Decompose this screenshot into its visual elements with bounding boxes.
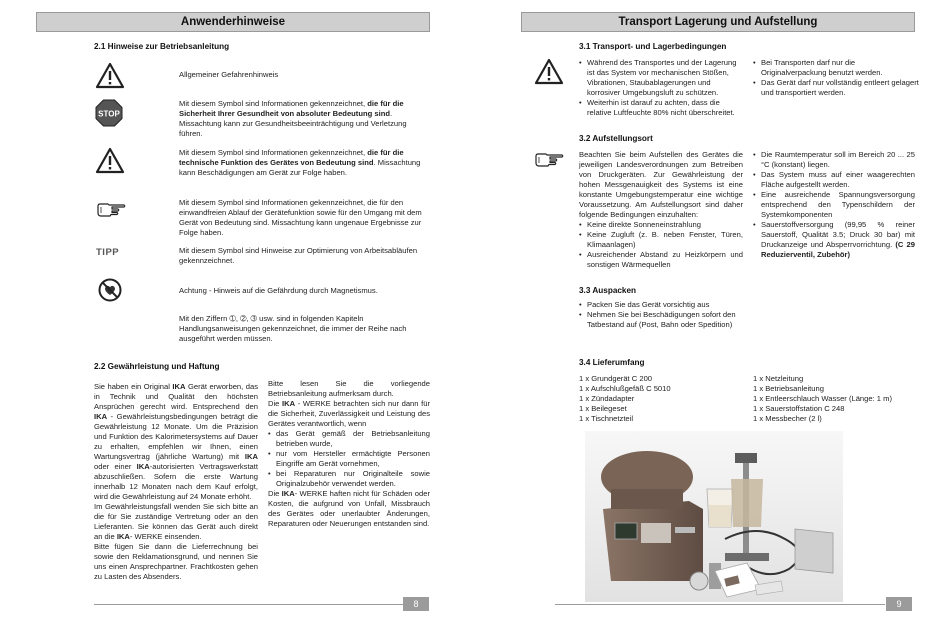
text-run: IKA [136, 462, 150, 472]
list-item: • Die Raumtemperatur soll im Bereich 20 ... 25 °C (konstant) liegen. [753, 150, 915, 170]
delivery-item: 1 x Betriebsanleitung [753, 384, 824, 394]
text-run: - Gewährleistungsbedingungen beträgt die Gewährleistung 12 Monate. Um die Präzision und Funktion des Kalorimetersystems auf Dauer zu erhalten, empfehlen wir Ihnen, einen Wartungsvertrag (jährliche Wartung) mit [94, 412, 258, 462]
right-page-header: Transport Lagerung und Aufstellung [521, 12, 915, 32]
list-item: • Eine ausreichende Spannungsversorgung entsprechend den Typenschildern der Systemkomponenten [753, 190, 915, 220]
text-run: - WERKE haften nicht für Schäden oder Kosten, die aufgrund von Unfall, Missbrauch des Gerätes oder unerlaubter Änderungen, Reparaturen oder Neuerungen entstanden sind. [268, 489, 430, 529]
list-item: • Bei Transporten darf nur die Originalverpackung benutzt werden. [753, 58, 921, 78]
text-run: Im Gewährleistungsfall wenden Sie sich bitte an die für Sie zuständige Vertretung oder an den Lieferanten. Sie können das Gerät auch direkt an die [94, 502, 258, 542]
list-item: • Das Gerät darf nur vollständig entleert gelagert und transportiert werden. [753, 78, 921, 98]
text-run: IKA [244, 452, 258, 462]
footer-rule [555, 604, 885, 605]
transport-conditions-list-2 [753, 58, 921, 98]
warranty-column-2 [268, 379, 430, 529]
list-item: • Weiterhin ist darauf zu achten, dass die relative Luftfeuchte 80% nicht überschreitet. [579, 98, 743, 118]
warning-triangle-icon [95, 62, 125, 89]
delivery-item: 1 x Netzleitung [753, 374, 804, 383]
installation-conditions-list-2 [753, 150, 915, 260]
item-magnetism-text: Achtung - Hinweis auf die Gefährdung durch Magnetismus. [179, 286, 378, 295]
text-run: Gerät erworben, das in Technik und Qualität den höchsten Ansprüchen gerecht wird. Entsprechend den [94, 382, 258, 412]
delivery-item: 1 x Tischnetzteil [579, 414, 634, 424]
text-run: IKA [116, 532, 130, 542]
section-3-2-title: 3.2 Aufstellungsort [579, 134, 653, 143]
pointing-hand-icon [534, 152, 564, 168]
delivery-item: 1 x Zündadapter [579, 394, 635, 404]
stop-sign-label: STOP [98, 109, 120, 119]
right-page [475, 0, 950, 626]
text-run: - WERKE betrachten sich nur dann für die Sicherheit, Zuverlässigkeit und Leistung des Gerätes verantwortlich, wenn [268, 399, 430, 429]
text-run: Bitte fügen Sie dann die Lieferrechnung bei sowie den Reklamationsgrund, und nennen Sie uns einen Ansprechpartner. Frachtkosten gehen zu Lasten des Absenders. [94, 542, 258, 582]
item-hand-text: Mit diesem Symbol sind Informationen gekennzeichnet, die für den einwandfreien Ablauf der Gerätefunktion sowie für den Umgang mit dem Gerät von Bedeutung sind. Missachtung kann ungenaue Ergebnisse zur Folge haben. [179, 198, 422, 238]
item-technical-text: Mit diesem Symbol sind Informationen gekennzeichnet, die für die technische Funktion des Gerätes von Bedeutung sind. Missachtung kann Beschädigungen am Gerät zur Folge haben. [179, 148, 421, 178]
list-item: • Ausreichender Abstand zu Heizkörpern und sonstigen Wärmequellen [579, 250, 743, 270]
reducer-valve-note: (C 29 Reduzierventil, Zubehör) [761, 240, 915, 260]
installation-intro: Beachten Sie beim Aufstellen des Gerätes die jeweiligen Landesverordnungen zum Betreiben von Druckgeräten. Zur Gewährleistung der hohen Messgenauigkeit des Systems ist eine konstante Umgebungstemperatur eine wichtige Voraussetzung. Am Aufstellungsort sind daher folgende Bedingungen einzuhalten: [579, 150, 743, 220]
scope-of-delivery-list-1 [579, 374, 743, 424]
text-run: Die [268, 489, 282, 499]
text-run: Sie haben ein Original [94, 382, 173, 391]
page-number: 8 [403, 597, 429, 611]
scope-of-delivery-list-2 [753, 374, 921, 424]
list-item: • Nehmen Sie bei Beschädigungen sofort den Tatbestand auf (Post, Bahn oder Spedition) [579, 310, 743, 330]
delivery-item: 1 x Grundgerät C 200 [579, 374, 653, 383]
text-run: IKA [94, 412, 108, 422]
warranty-column-1 [94, 382, 258, 582]
delivery-item: 1 x Sauerstoffstation C 248 [753, 404, 845, 414]
warranty-col2-intro [268, 379, 430, 429]
installation-site-column-1 [579, 150, 743, 270]
list-item: • Während des Transportes und der Lagerung ist das System vor mechanischen Stößen, Vibrationen, Staubablagerungen und korrosiver Umgebungsluft zu schützen. [579, 58, 743, 98]
section-2-1-title: 2.1 Hinweise zur Betriebsanleitung [94, 42, 230, 51]
tipp-icon: TIPP [96, 247, 120, 258]
delivery-item: 1 x Beilegeset [579, 404, 627, 414]
section-3-4-title: 3.4 Lieferumfang [579, 358, 645, 367]
warranty-conditions-list [268, 429, 430, 489]
item-stop-text: Mit diesem Symbol sind Informationen gekennzeichnet, die für die Sicherheit Ihrer Gesundheit von absoluter Bedeutung sind. Missachtung kann zur Gesundheitsbeeinträchtigung und Verletzung führen. [179, 99, 407, 139]
text-run: IKA [172, 382, 186, 391]
text-run: -autorisierten Vertragswerkstatt abzuschließen. Sofern die erste Wartung innerhalb 12 Monaten nach dem Kauf erfolgt, wird die Gewährleistung auf 24 Monate erhöht. [94, 462, 258, 502]
list-item: • bei Reparaturen nur Originalteile sowie Originalzubehör verwendet werden. [268, 469, 430, 489]
delivery-item: 1 x Entleerschlauch Wasser (Länge: 1 m) [753, 394, 892, 404]
section-3-1-title: 3.1 Transport- und Lagerbedingungen [579, 42, 727, 51]
oxygen-supply-text: Sauerstoffversorgung (99,95 % reiner Sauerstoff, Qualität 3.5; Druck 30 bar) mit Druckanzeige und Absperrvorrichtung. [761, 220, 915, 250]
item-tipp-text: Mit diesem Symbol sind Hinweise zur Optimierung von Arbeitsabläufen gekennzeichnet. [179, 246, 418, 266]
stop-sign-icon [95, 99, 123, 127]
transport-conditions-list-1 [579, 58, 743, 118]
warranty-col2-outro [268, 489, 430, 529]
item-general-hazard-text: Allgemeiner Gefahrenhinweis [179, 70, 279, 79]
warning-triangle-icon [95, 147, 125, 174]
installation-conditions-list-1 [579, 220, 743, 270]
list-item [753, 220, 915, 260]
delivery-item: 1 x Aufschlußgefäß C 5010 [579, 384, 671, 394]
left-page-header: Anwenderhinweise [36, 12, 430, 32]
list-item: • Keine direkte Sonneneinstrahlung [579, 220, 743, 230]
no-pacemaker-icon [98, 278, 122, 302]
footer-rule [94, 604, 404, 605]
list-item: • nur vom Hersteller ermächtigte Personen Eingriffe am Gerät vornehmen, [268, 449, 430, 469]
pointing-hand-icon [96, 202, 126, 218]
list-item: • Das System muss auf einer waagerechten Fläche aufgestellt werden. [753, 170, 915, 190]
text-run: - WERKE einsenden. [129, 532, 202, 542]
product-photo [585, 431, 843, 602]
warning-triangle-icon [534, 58, 564, 85]
section-3-3-title: 3.3 Auspacken [579, 286, 637, 295]
unpacking-list [579, 300, 743, 330]
list-item: • das Gerät gemäß der Betriebsanleitung betrieben wurde, [268, 429, 430, 449]
text-run: Die [268, 399, 283, 409]
list-item: • Packen Sie das Gerät vorsichtig aus [579, 300, 743, 310]
text-run: oder einer [94, 462, 137, 472]
delivery-item: 1 x Messbecher (2 l) [753, 414, 822, 424]
list-item: • Keine Zugluft (z. B. neben Fenster, Türen, Klimaanlagen) [579, 230, 743, 250]
text-run: IKA [281, 489, 295, 499]
item-numbered-steps-text: Mit den Ziffern ➀, ➁, ➂ usw. sind in folgenden Kapiteln Handlungsanweisungen gekennzeichnet, die immer der Reihe nach ausgeführt werden müssen. [179, 314, 407, 344]
text-run: Bitte lesen Sie die vorliegende Betriebsanleitung aufmerksam durch. [268, 379, 430, 399]
page-number: 9 [886, 597, 912, 611]
text-run: IKA [282, 399, 296, 409]
section-2-2-title: 2.2 Gewährleistung und Haftung [94, 362, 220, 371]
